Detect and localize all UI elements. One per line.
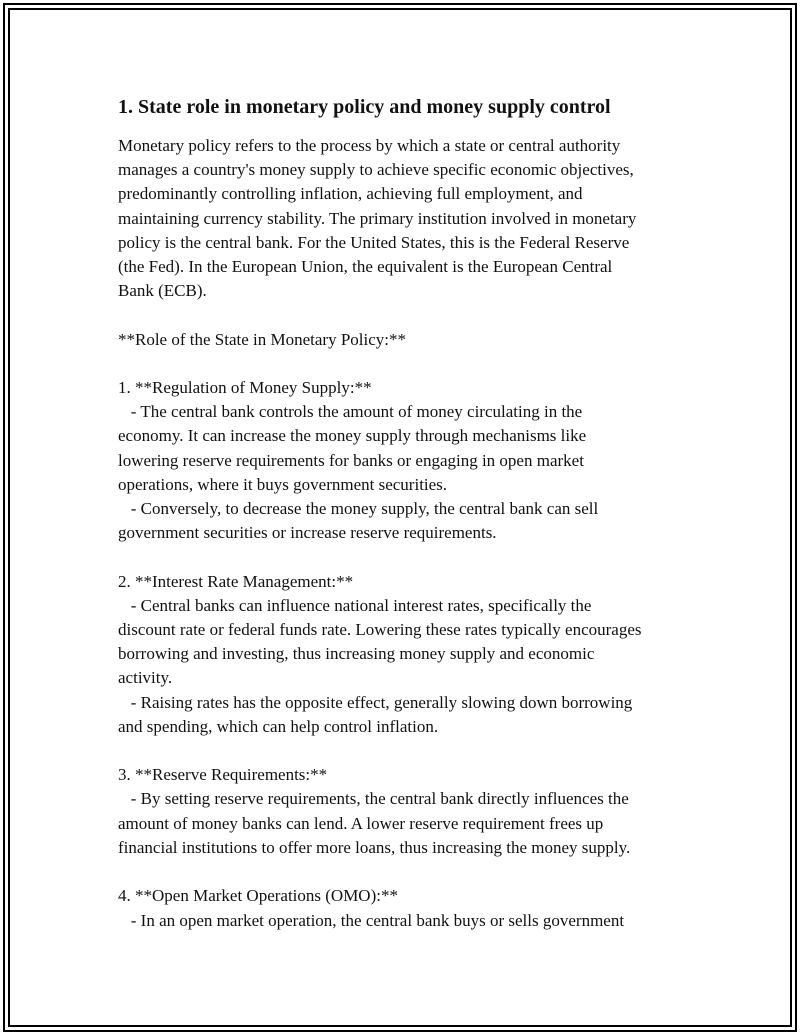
section-body-text: Monetary policy refers to the process by which a state or central authority manages a country's money supply to achieve specific economic objectives, predominantly controlling inflation, achieving full employment, and maintaining currency stability. The primary institution involved in monetary policy is the central bank. For the United States, this is the Federal Reserve (the Fed). In the European Union, the equivalent is the European Central Bank (ECB). **Role of the State in Monetary Policy:** 1. **Regulation of Money Supply:** - The central bank controls the amount of money circulating in the economy. It can increase the money supply through mechanisms like lowering reserve requirements for banks or engaging in open market operations, where it buys government securities. - Conversely, to decrease the money supply, the central bank can sell government securities or increase reserve requirements. 2. **Interest Rate Management:** - Central banks can influence national interest rates, specifically the discount rate or federal funds rate. Lowering these rates typically encourages borrowing and investing, thus increasing money supply and economic activity. - Raising rates has the opposite effect, generally slowing down borrowing and spending, which can help control inflation. 3. **Reserve Requirements:** - By setting reserve requirements, the central bank directly influences the amount of money banks can lend. A lower reserve requirement frees up financial institutions to offer more loans, thus increasing the money supply. 4. **Open Market Operations (OMO):** - In an open market operation, the central bank buys or sells government [118, 136, 642, 930]
document-content [118, 94, 688, 933]
section-heading: 1. State role in monetary policy and money supply control [118, 96, 611, 118]
